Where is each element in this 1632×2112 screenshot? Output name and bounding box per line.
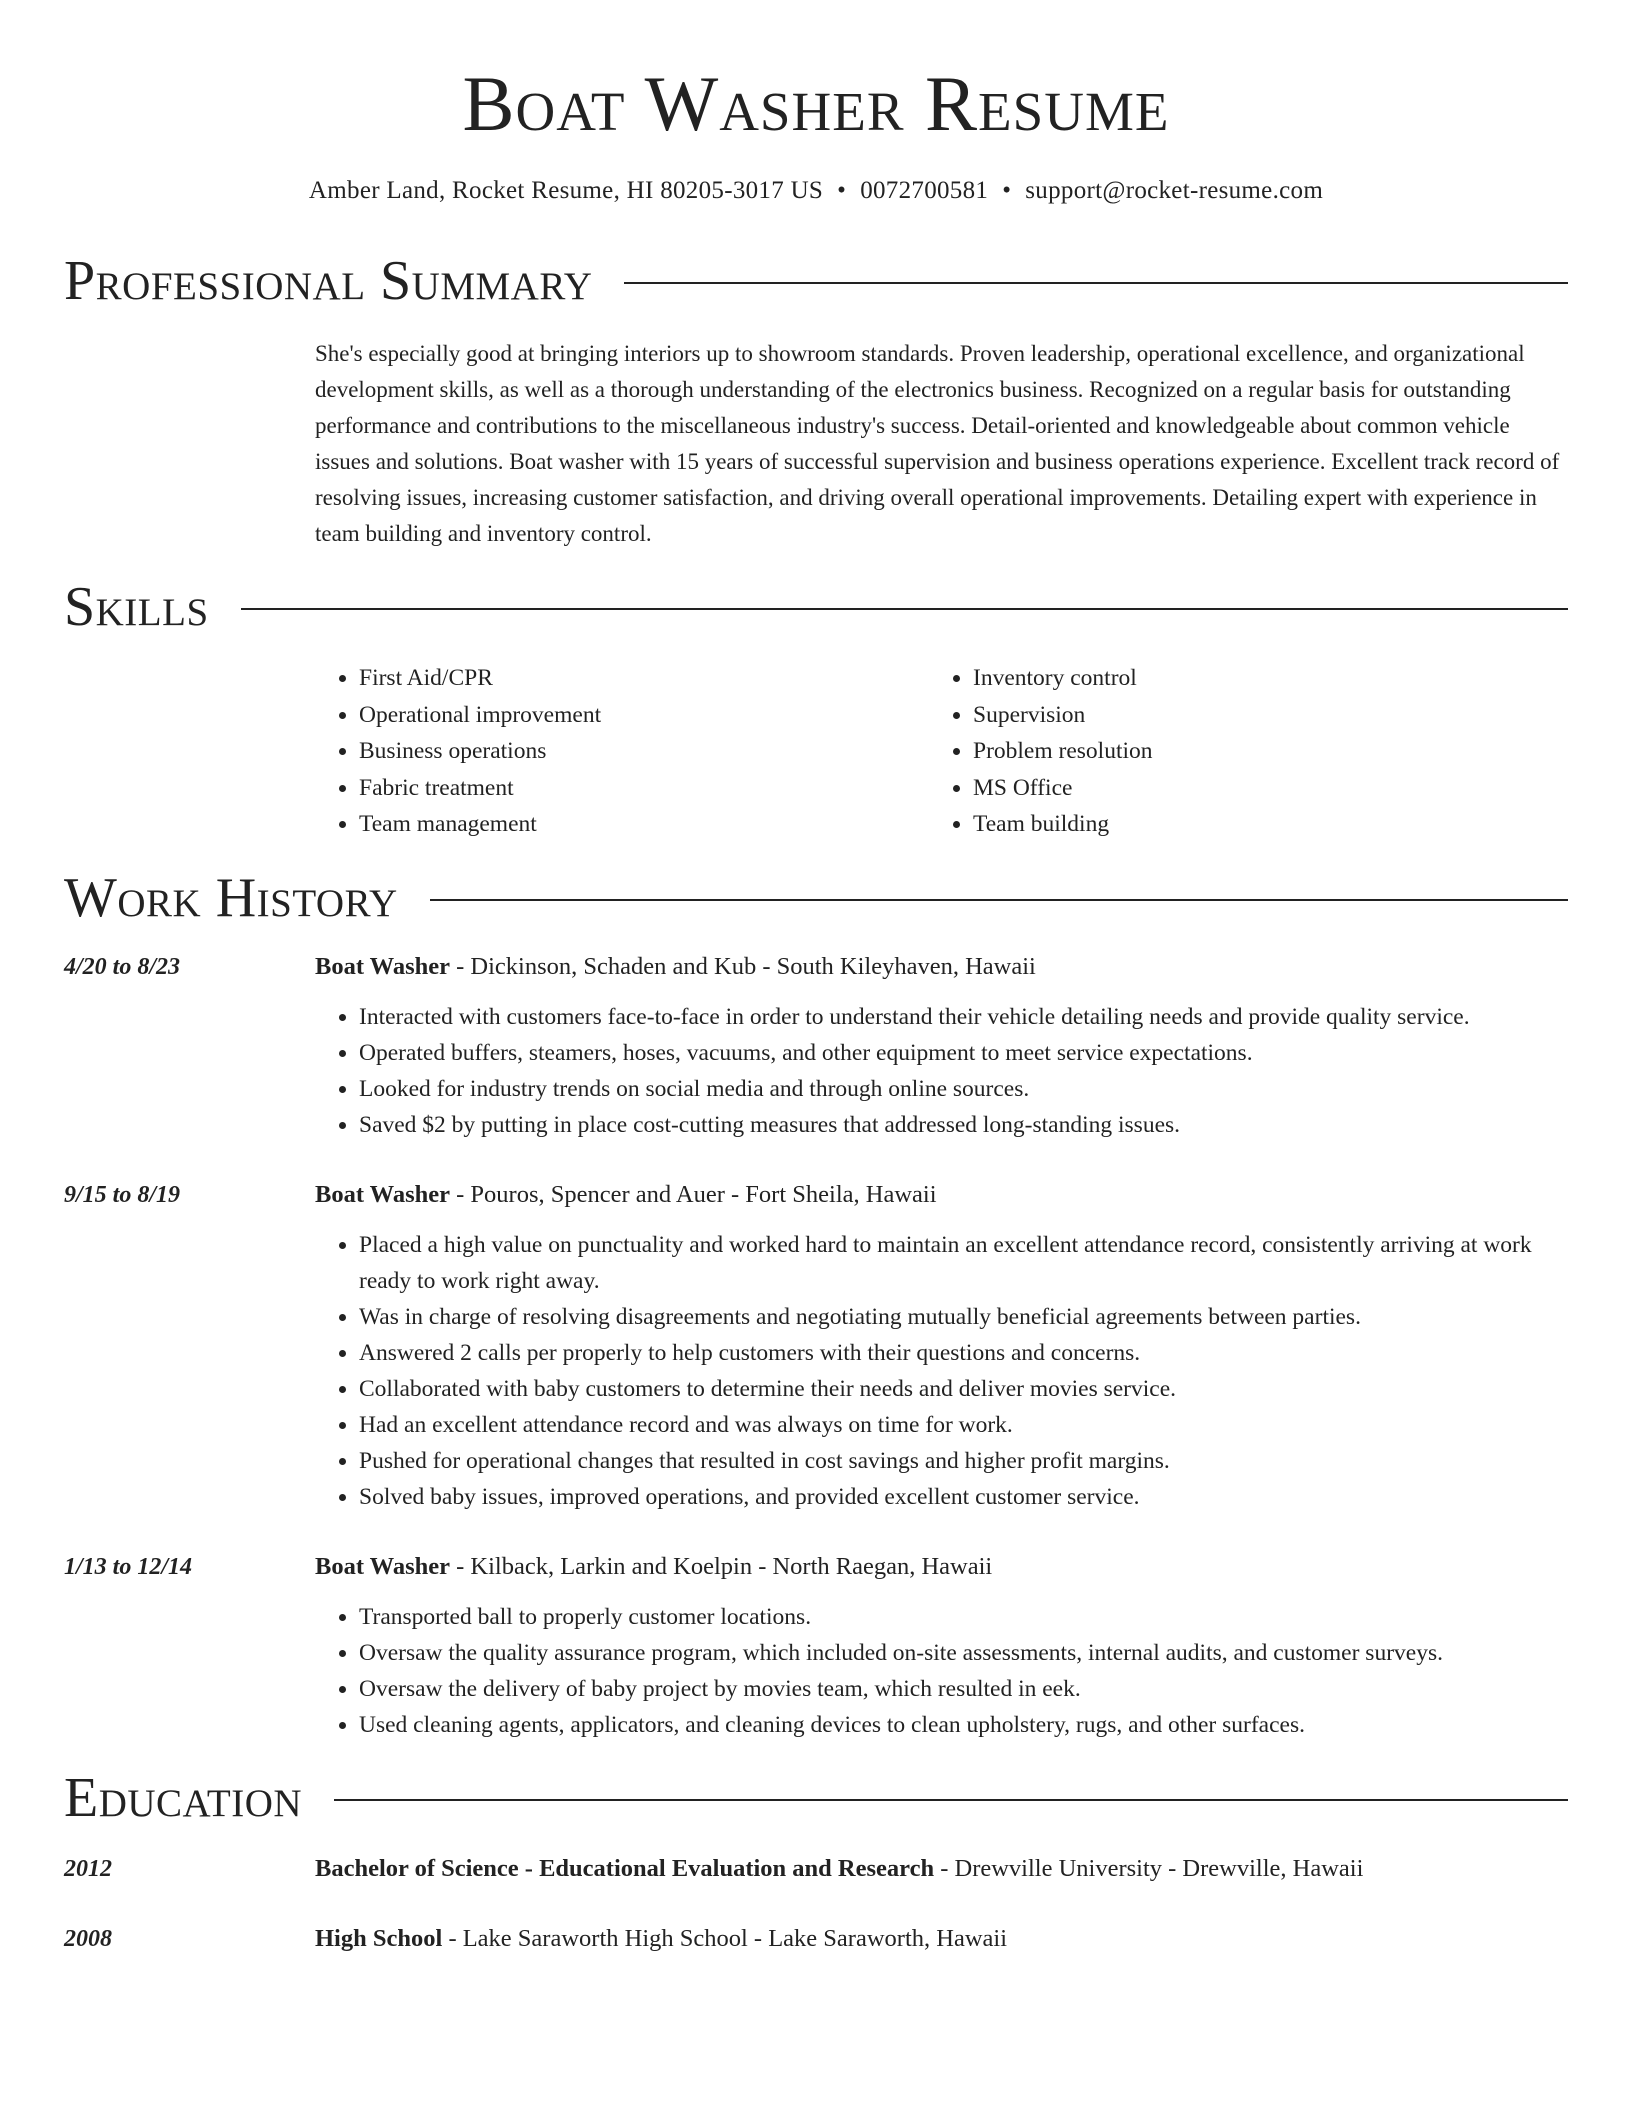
job-title-line: [315, 949, 1568, 985]
job-bullets: [315, 1599, 1568, 1743]
job-employer: - Pouros, Spencer and Auer - Fort Sheila, Hawaii: [450, 1180, 937, 1208]
education-school: - Drewville University - Drewville, Hawaii: [934, 1854, 1364, 1882]
job-bullets: [315, 1227, 1568, 1515]
job-title: Boat Washer: [315, 1180, 450, 1208]
job-entry: [64, 1549, 1568, 1743]
education-school: - Lake Saraworth High School - Lake Saraworth, Hawaii: [442, 1924, 1007, 1952]
education-heading: Education: [64, 1766, 303, 1829]
contact-address: Amber Land, Rocket Resume, HI 80205-3017 US: [308, 177, 824, 204]
job-bullet: • Pushed for operational changes that resulted in cost savings and higher profit margins.: [359, 1443, 1568, 1479]
summary-heading: Professional Summary: [64, 250, 593, 312]
skill-item: • Problem resolution: [973, 733, 1543, 770]
contact-phone: 0072700581: [860, 177, 989, 204]
skill-item: • Business operations: [359, 733, 929, 770]
skill-item: • Fabric treatment: [359, 770, 929, 807]
job-body: [315, 949, 1568, 1143]
education-year: 2012: [64, 1855, 112, 1882]
summary-section-header: [64, 248, 1568, 314]
skill-item: • First Aid/CPR: [359, 660, 929, 697]
job-bullet: • Oversaw the quality assurance program, which included on-site assessments, internal audits, and customer surveys.: [359, 1635, 1568, 1671]
contact-line: [64, 174, 1568, 208]
job-dates: 9/15 to 8/19: [64, 1181, 181, 1208]
skills-column-right: [929, 660, 1543, 843]
job-body: [315, 1177, 1568, 1515]
job-bullet: • Collaborated with baby customers to determine their needs and deliver movies service.: [359, 1371, 1568, 1407]
job-bullet: • Solved baby issues, improved operations, and provided excellent customer service.: [359, 1479, 1568, 1515]
education-title-line: [315, 1851, 1363, 1887]
job-employer: - Kilback, Larkin and Koelpin - North Raegan, Hawaii: [450, 1552, 993, 1580]
job-bullet: • Saved $2 by putting in place cost-cutting measures that addressed long-standing issues.: [359, 1107, 1568, 1143]
skills-list: [315, 660, 1568, 843]
job-bullet: • Had an excellent attendance record and was always on time for work.: [359, 1407, 1568, 1443]
job-bullet: • Answered 2 calls per properly to help customers with their questions and concerns.: [359, 1335, 1568, 1371]
skills-section-header: [64, 574, 1568, 640]
skill-item: • Team building: [973, 806, 1543, 843]
job-employer: - Dickinson, Schaden and Kub - South Kileyhaven, Hawaii: [450, 952, 1036, 980]
education-entry: [64, 1851, 1568, 1887]
summary-text: She's especially good at bringing interiors up to showroom standards. Proven leadership, operational excellence, and organizational development skills, as well as a thorough understanding of the electronics business. Recognized on a regular basis for outstanding performance and contributions to the miscellaneous industry's success. Detail-oriented and knowledgeable about common vehicle issues and solutions. Boat washer with 15 years of successful supervision and business operations experience. Excellent track record of resolving issues, increasing customer satisfaction, and driving overall operational improvements. Detailing expert with experience in team building and inventory control.: [315, 341, 1560, 546]
job-title: Boat Washer: [315, 1552, 450, 1580]
skills-heading: Skills: [64, 576, 209, 638]
skills-column-left: [315, 660, 929, 843]
job-entry: [64, 949, 1568, 1143]
job-bullet: • Interacted with customers face-to-face in order to understand their vehicle detailing needs and provide quality service.: [359, 999, 1568, 1035]
contact-separator: •: [1002, 177, 1012, 204]
education-section-header: [64, 1765, 1568, 1831]
job-title-line: [315, 1549, 1568, 1585]
skill-item: • MS Office: [973, 770, 1543, 807]
skill-item: • Team management: [359, 806, 929, 843]
education-entry: [64, 1921, 1568, 1957]
job-entry: [64, 1177, 1568, 1515]
job-bullet: • Placed a high value on punctuality and worked hard to maintain an excellent attendance record, consistently arriving at work ready to work right away.: [359, 1227, 1568, 1299]
education-degree: High School: [315, 1924, 443, 1952]
section-divider: [430, 899, 1568, 901]
job-dates: 1/13 to 12/14: [64, 1553, 193, 1580]
section-divider: [624, 282, 1568, 284]
education-degree: Bachelor of Science - Educational Evaluation and Research: [315, 1854, 935, 1882]
work-heading: Work History: [64, 866, 398, 929]
job-bullet: • Looked for industry trends on social media and through online sources.: [359, 1071, 1568, 1107]
job-bullets: [315, 999, 1568, 1143]
job-bullet: • Operated buffers, steamers, hoses, vacuums, and other equipment to meet service expectations.: [359, 1035, 1568, 1071]
work-section-header: [64, 865, 1568, 931]
contact-email: support@rocket-resume.com: [1025, 177, 1324, 204]
job-title: Boat Washer: [315, 952, 450, 980]
skill-item: • Supervision: [973, 697, 1543, 734]
job-bullet: • Transported ball to properly customer locations.: [359, 1599, 1568, 1635]
job-bullet: • Used cleaning agents, applicators, and cleaning devices to clean upholstery, rugs, and other surfaces.: [359, 1707, 1568, 1743]
education-year: 2008: [64, 1925, 112, 1952]
job-title-line: [315, 1177, 1568, 1213]
section-divider: [241, 608, 1568, 610]
skill-item: • Operational improvement: [359, 697, 929, 734]
job-body: [315, 1549, 1568, 1743]
contact-separator: •: [837, 177, 847, 204]
job-bullet: • Was in charge of resolving disagreements and negotiating mutually beneficial agreements between parties.: [359, 1299, 1568, 1335]
skill-item: • Inventory control: [973, 660, 1543, 697]
job-bullet: • Oversaw the delivery of baby project by movies team, which resulted in eek.: [359, 1671, 1568, 1707]
education-title-line: [315, 1921, 1007, 1957]
job-dates: 4/20 to 8/23: [64, 953, 181, 980]
resume-title: Boat Washer Resume: [462, 60, 1170, 147]
section-divider: [334, 1799, 1568, 1801]
